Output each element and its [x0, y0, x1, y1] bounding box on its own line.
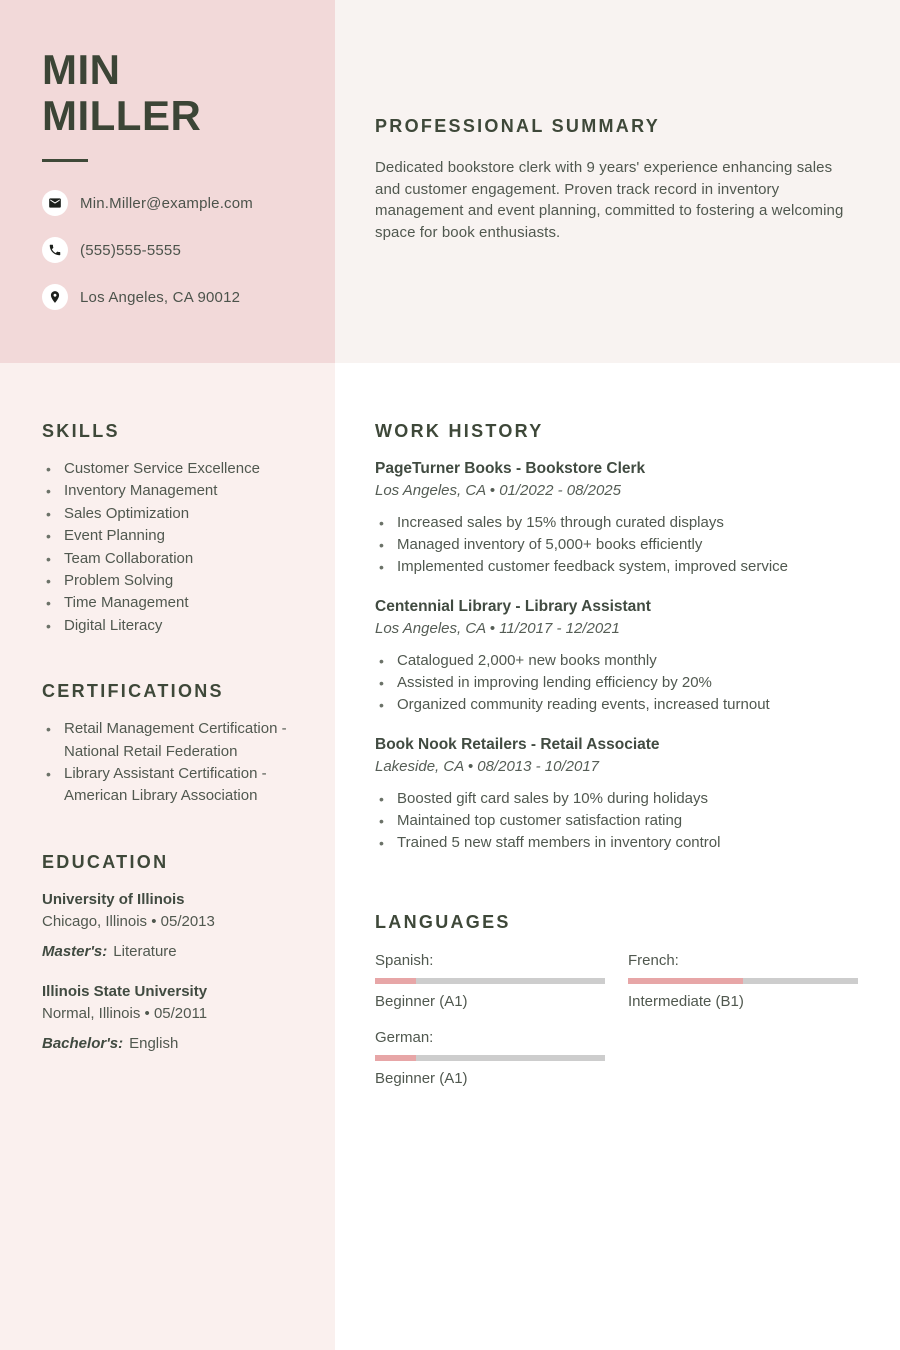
degree-value: English	[129, 1034, 179, 1052]
job-title: Centennial Library - Library Assistant	[375, 598, 651, 615]
job-bullet: • Assisted in improving lending efficiency by 20%	[375, 672, 858, 694]
phone-icon	[42, 237, 68, 263]
language-level: Beginner (A1)	[375, 1070, 468, 1087]
job-meta: Lakeside, CA • 08/2013 - 10/2017	[375, 758, 600, 775]
language-progress-track	[628, 978, 858, 984]
job-bullet: • Implemented customer feedback system, improved service	[375, 556, 858, 578]
language-progress-track	[375, 978, 605, 984]
job-meta: Los Angeles, CA • 01/2022 - 08/2025	[375, 482, 621, 499]
job-bullet: • Increased sales by 15% through curated displays	[375, 512, 858, 534]
language-level: Intermediate (B1)	[628, 993, 744, 1010]
right-column	[335, 363, 900, 1350]
education-meta: Chicago, Illinois • 05/2013	[42, 912, 215, 930]
education-school: Illinois State University	[42, 982, 208, 1000]
person-name-line2: MILLER	[42, 92, 202, 139]
job-title: Book Nook Retailers - Retail Associate	[375, 736, 660, 753]
job-bullet: • Maintained top customer satisfaction rating	[375, 810, 858, 832]
degree-label: Bachelor's:	[42, 1034, 124, 1052]
language-progress-fill	[375, 1055, 416, 1061]
certifications-list	[42, 718, 310, 808]
education-entry	[42, 981, 312, 1055]
job-bullet: • Organized community reading events, increased turnout	[375, 694, 858, 716]
skill-item: • Inventory Management	[42, 480, 315, 502]
education-degree	[42, 941, 312, 963]
education-degree	[42, 1033, 312, 1055]
contact-row-phone	[42, 237, 315, 263]
summary-text: Dedicated bookstore clerk with 9 years' experience enhancing sales and customer engagement. Proven track record in inventory management and event planning, committed to fostering a welcoming space for book enthusiasts.	[375, 159, 844, 241]
contact-phone: (555)555-5555	[80, 241, 182, 259]
job-entry	[375, 458, 858, 578]
language-progress-fill	[628, 978, 743, 984]
degree-label: Master's:	[42, 942, 108, 960]
certification-item: • Retail Management Certification - National Retail Federation	[42, 718, 310, 763]
job-bullets	[375, 788, 858, 854]
location-icon	[42, 284, 68, 310]
certification-item: • Library Assistant Certification - American Library Association	[42, 763, 310, 808]
languages-grid	[375, 951, 858, 1089]
job-bullets	[375, 650, 858, 716]
language-level: Beginner (A1)	[375, 993, 468, 1010]
work-history-heading: WORK HISTORY	[375, 421, 544, 441]
degree-value: Literature	[113, 942, 177, 960]
skill-item: • Time Management	[42, 592, 315, 614]
name-divider	[42, 159, 88, 162]
language-name: Spanish:	[375, 952, 434, 969]
job-bullet: • Trained 5 new staff members in inventory control	[375, 832, 858, 854]
person-name	[42, 47, 315, 139]
education-meta: Normal, Illinois • 05/2011	[42, 1004, 208, 1022]
email-icon	[42, 190, 68, 216]
language-item-french	[628, 951, 858, 1012]
skill-item: • Event Planning	[42, 525, 315, 547]
language-name: French:	[628, 952, 679, 969]
education-heading: EDUCATION	[42, 851, 169, 872]
language-name: German:	[375, 1029, 434, 1046]
person-name-line1: MIN	[42, 46, 121, 93]
language-progress-track	[375, 1055, 605, 1061]
contact-email: Min.Miller@example.com	[80, 194, 253, 212]
job-bullets	[375, 512, 858, 578]
job-title: PageTurner Books - Bookstore Clerk	[375, 460, 646, 477]
job-bullet: • Managed inventory of 5,000+ books efficiently	[375, 534, 858, 556]
skills-heading: SKILLS	[42, 421, 120, 441]
job-meta: Los Angeles, CA • 11/2017 - 12/2021	[375, 620, 620, 637]
job-entry	[375, 734, 858, 854]
language-progress-fill	[375, 978, 416, 984]
skill-item: • Team Collaboration	[42, 548, 315, 570]
languages-heading: LANGUAGES	[375, 912, 511, 932]
contact-row-email	[42, 190, 315, 216]
skill-item: • Sales Optimization	[42, 503, 315, 525]
left-column	[0, 363, 335, 1350]
skill-item: • Customer Service Excellence	[42, 458, 315, 480]
job-bullet: • Boosted gift card sales by 10% during holidays	[375, 788, 858, 810]
skills-list	[42, 458, 315, 637]
certifications-heading: CERTIFICATIONS	[42, 681, 224, 702]
education-school: University of Illinois	[42, 890, 185, 908]
language-item-german	[375, 1028, 605, 1089]
contact-row-location	[42, 284, 315, 310]
job-entry	[375, 596, 858, 716]
education-entry	[42, 889, 312, 963]
skill-item: • Problem Solving	[42, 570, 315, 592]
contact-location: Los Angeles, CA 90012	[80, 288, 241, 306]
summary-section	[335, 0, 900, 363]
language-item-spanish	[375, 951, 605, 1012]
contact-list	[42, 190, 315, 310]
job-bullet: • Catalogued 2,000+ new books monthly	[375, 650, 858, 672]
summary-heading: PROFESSIONAL SUMMARY	[375, 116, 661, 136]
skill-item: • Digital Literacy	[42, 615, 315, 637]
header-name-block	[0, 0, 335, 363]
